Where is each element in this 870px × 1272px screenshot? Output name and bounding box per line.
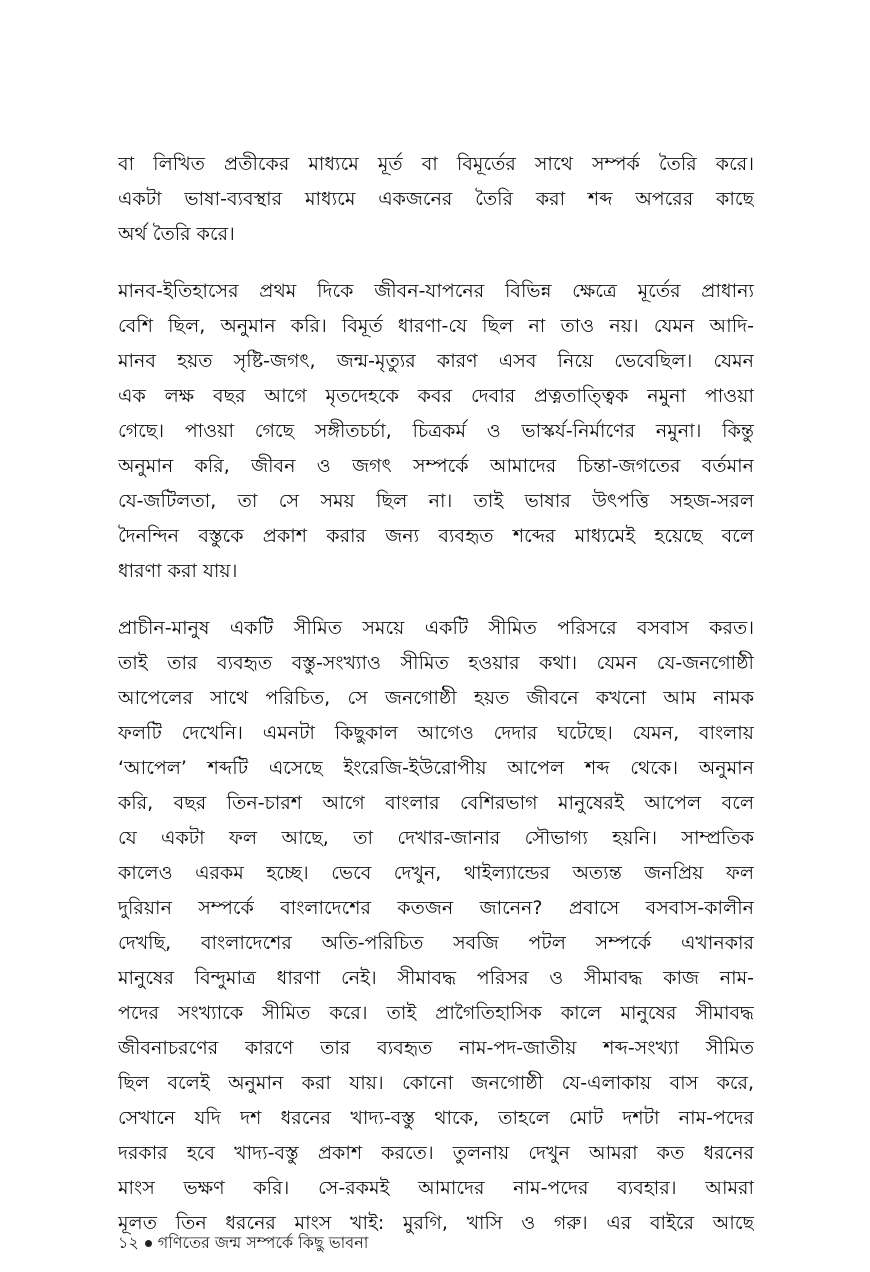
text-line: পদের সংখ্যাকে সীমিত করে। তাই প্রাগৈতিহাসিক কালে মানুষের সীমাবদ্ধ (118, 1002, 754, 1024)
paragraph (118, 274, 754, 589)
text-line: কালেও এরকম হচ্ছে। ভেবে দেখুন, থাইল্যান্ডের অত্যন্ত জনপ্রিয় ফল (118, 862, 754, 884)
running-title: গণিতের জন্ম সম্পর্কে কিছু ভাবনা (157, 1232, 369, 1252)
text-line: জীবনাচরণের কারণে তার ব্যবহৃত নাম-পদ-জাতীয় শব্দ-সংখ্যা সীমিত (118, 1037, 754, 1059)
text-line: ধারণা করা যায়। (118, 560, 238, 582)
bullet-icon (145, 1240, 152, 1247)
text-line: দেখছি, বাংলাদেশের অতি-পরিচিত সবজি পটল সম্পর্কে এখানকার (118, 932, 754, 954)
text-line: প্রাচীন-মানুষ একটি সীমিত সময়ে একটি সীমিত পরিসরে বসবাস করত। (118, 617, 754, 639)
text-line: গেছে। পাওয়া গেছে সঙ্গীতচর্চা, চিত্রকর্ম ও ভাস্কর্য-নির্মাণের নমুনা। কিন্তু (118, 420, 754, 442)
text-line: অনুমান করি, জীবন ও জগৎ সম্পর্কে আমাদের চিন্তা-জগতের বর্তমান (118, 455, 754, 477)
text-line: বেশি ছিল, অনুমান করি। বিমূর্ত ধারণা-যে ছিল না তাও নয়। যেমন আদি- (118, 315, 754, 337)
text-line: মানুষের বিন্দুমাত্র ধারণা নেই। সীমাবদ্ধ পরিসর ও সীমাবদ্ধ কাজ নাম- (118, 967, 754, 989)
text-line: করি, বছর তিন-চারশ আগে বাংলার বেশিরভাগ মানুষেরই আপেল বলে (118, 792, 754, 814)
text-line: ছিল বলেই অনুমান করা যায়। কোনো জনগোষ্ঠী যে-এলাকায় বাস করে, (118, 1072, 754, 1094)
text-line: মূলত তিন ধরনের মাংস খাই: মুরগি, খাসি ও গরু। এর বাইরে আছে (118, 1212, 754, 1234)
paragraph (118, 147, 754, 252)
text-line: তাই তার ব্যবহৃত বস্তু-সংখ্যাও সীমিত হওয়ার কথা। যেমন যে-জনগোষ্ঠী (118, 652, 754, 674)
text-line: এক লক্ষ বছর আগে মৃতদেহকে কবর দেবার প্রত্নতাত্ত্বিক নমুনা পাওয়া (118, 385, 754, 407)
paragraph (118, 611, 754, 1241)
text-line: মানব-ইতিহাসের প্রথম দিকে জীবন-যাপনের বিভিন্ন ক্ষেত্রে মূর্তের প্রাধান্য (118, 280, 754, 302)
text-line: দৈনন্দিন বস্তুকে প্রকাশ করার জন্য ব্যবহৃত শব্দের মাধ্যমেই হয়েছে বলে (118, 525, 754, 547)
text-line: মানব হয়ত সৃষ্টি-জগৎ, জন্ম-মৃত্যুর কারণ এসব নিয়ে ভেবেছিল। যেমন (118, 350, 754, 372)
text-line: যে একটা ফল আছে, তা দেখার-জানার সৌভাগ্য হয়নি। সাম্প্রতিক (118, 827, 754, 849)
text-line: আপেলের সাথে পরিচিত, সে জনগোষ্ঠী হয়ত জীবনে কখনো আম নামক (118, 687, 754, 709)
text-line: দুরিয়ান সম্পর্কে বাংলাদেশের কতজন জানেন? প্রবাসে বসবাস-কালীন (118, 897, 754, 919)
text-line: ফলটি দেখেনি। এমনটা কিছুকাল আগেও দেদার ঘটেছে। যেমন, বাংলায় (118, 722, 754, 744)
text-line: একটা ভাষা-ব্যবস্থার মাধ্যমে একজনের তৈরি করা শব্দ অপরের কাছে (118, 188, 754, 210)
text-line: মাংস ভক্ষণ করি। সে-রকমই আমাদের নাম-পদের ব্যবহার। আমরা (118, 1177, 754, 1199)
text-line: বা লিখিত প্রতীকের মাধ্যমে মূর্ত বা বিমূর্তের সাথে সম্পর্ক তৈরি করে। (118, 153, 754, 175)
text-line: ‘আপেল’ শব্দটি এসেছে ইংরেজি-ইউরোপীয় আপেল শব্দ থেকে। অনুমান (118, 757, 754, 779)
page-number: ১২ (118, 1232, 139, 1252)
text-line: সেখানে যদি দশ ধরনের খাদ্য-বস্তু থাকে, তাহলে মোট দশটা নাম-পদের (118, 1107, 754, 1129)
text-line: দরকার হবে খাদ্য-বস্তু প্রকাশ করতে। তুলনায় দেখুন আমরা কত ধরনের (118, 1142, 754, 1164)
body-text (118, 147, 754, 1263)
page-footer (118, 1228, 758, 1258)
text-line: অর্থ তৈরি করে। (118, 223, 235, 245)
text-line: যে-জটিলতা, তা সে সময় ছিল না। তাই ভাষার উৎপত্তি সহজ-সরল (118, 490, 754, 512)
